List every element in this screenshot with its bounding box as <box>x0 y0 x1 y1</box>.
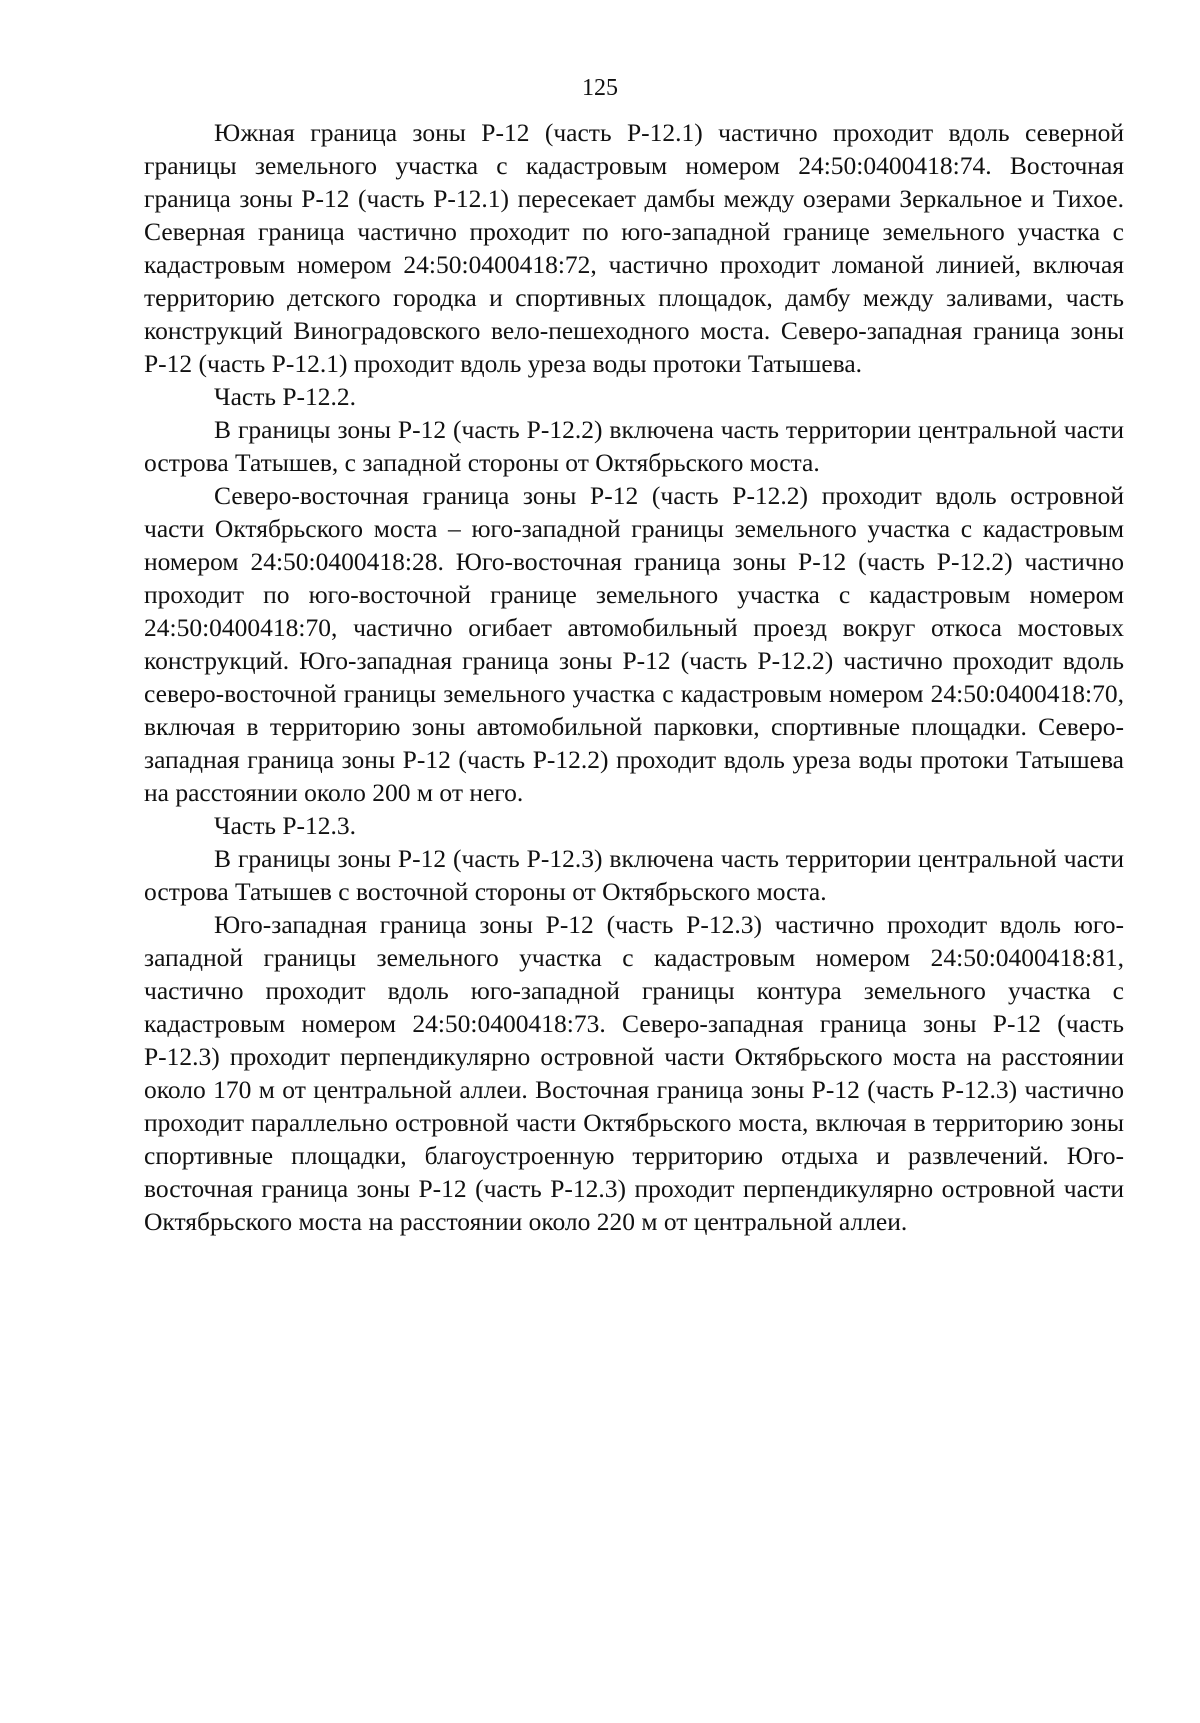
paragraph-south-boundary-p12-1: Южная граница зоны Р-12 (часть Р-12.1) частично проходит вдоль северной границы земельного участка с кадастровым номером 24:50:0400418:74. Восточная граница зоны Р-12 (часть Р-12.1) пересекает дамбы между озерами Зеркальное и Тихое. Северная граница частично проходит по юго-западной границе земельного участка с кадастровым номером 24:50:0400418:72, частично проходит ломаной линией, включая территорию детского городка и спортивных площадок, дамбу между заливами, часть конструкций Виноградовского вело-пешеходного моста. Северо-западная граница зоны Р-12 (часть Р-12.1) проходит вдоль уреза воды протоки Татышева. <box>144 118 1124 378</box>
section-heading-p12-2: Часть Р-12.2. <box>214 382 357 411</box>
paragraph-p12-2-scope: В границы зоны Р-12 (часть Р-12.2) включена часть территории центральной части острова Татышев, с западной стороны от Октябрьского моста. <box>144 415 1124 477</box>
paragraph-p12-2-boundaries: Северо-восточная граница зоны Р-12 (часть Р-12.2) проходит вдоль островной части Октябрьского моста – юго-западной границы земельного участка с кадастровым номером 24:50:0400418:28. Юго-восточная граница зоны Р-12 (часть Р-12.2) частично проходит по юго-восточной границе земельного участка с кадастровым номером 24:50:0400418:70, частично огибает автомобильный проезд вокруг откоса мостовых конструкций. Юго-западная граница зоны Р-12 (часть Р-12.2) частично проходит вдоль северо-восточной границы земельного участка с кадастровым номером 24:50:0400418:70, включая в территорию зоны автомобильной парковки, спортивные площадки. Северо-западная граница зоны Р-12 (часть Р-12.2) проходит вдоль уреза воды протоки Татышева на расстоянии около 200 м от него. <box>144 481 1124 807</box>
paragraph-p12-3-boundaries: Юго-западная граница зоны Р-12 (часть Р-12.3) частично проходит вдоль юго-западной границы земельного участка с кадастровым номером 24:50:0400418:81, частично проходит вдоль юго-западной границы контура земельного участка с кадастровым номером 24:50:0400418:73. Северо-западная граница зоны Р-12 (часть Р-12.3) проходит перпендикулярно островной части Октябрьского моста на расстоянии около 170 м от центральной аллеи. Восточная граница зоны Р-12 (часть Р-12.3) частично проходит параллельно островной части Октябрьского моста, включая в территорию зоны спортивные площадки, благоустроенную территорию отдыха и развлечений. Юго-восточная граница зоны Р-12 (часть Р-12.3) проходит перпендикулярно островной части Октябрьского моста на расстоянии около 220 м от центральной аллеи. <box>144 910 1124 1236</box>
paragraph-p12-3-scope: В границы зоны Р-12 (часть Р-12.3) включена часть территории центральной части острова Татышев с восточной стороны от Октябрьского моста. <box>144 844 1124 906</box>
page-number: 125 <box>582 75 618 101</box>
section-heading-p12-3: Часть Р-12.3. <box>214 811 357 840</box>
document-body <box>144 116 1124 1238</box>
